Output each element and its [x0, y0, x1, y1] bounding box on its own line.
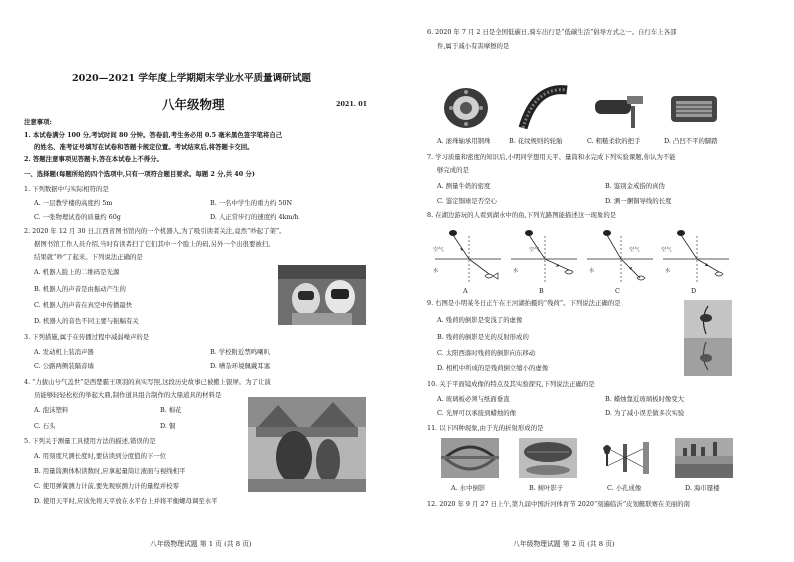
exam-title: 2020—2021 学年度上学期期末学业水平质量调研试题: [72, 73, 312, 84]
q1-option-d: D. 人正常步行的速度约 4km/h: [210, 213, 299, 221]
q11-mirage-photo: [675, 438, 733, 478]
q5-option-b: B. 用量筒测体积读数时,应拿起量筒让液面与视线相平: [34, 467, 186, 475]
q9-option-b: B. 残荷的倒影是光的反射形成的: [437, 333, 529, 341]
q10-option-c: C. 光屏可以承接到蜡烛的像: [437, 409, 517, 417]
q8-diagram-a: [433, 226, 503, 294]
q5-stem: 5. 下列关于测量工具使用方法的描述,错误的是: [24, 437, 156, 445]
q9-option-c: C. 太阳西落时残荷的倒影向东移动: [437, 349, 536, 357]
q4-drama-photo: [248, 397, 366, 492]
footer-page-2: 八年级物理试题 第 2 页 (共 8 页): [513, 540, 615, 548]
q6-option-b: B. 花纹规则的轮胎: [509, 137, 563, 145]
q2-line-1: 2. 2020 年 12 月 30 日,江西省图书馆内的一个机器人,为了吸引读者关注,竟然“吵起了架”。: [24, 227, 286, 235]
q8-b-water-label: 水: [513, 268, 519, 274]
q11-stem: 11. 以下四种现象,由于光的折射形成的是: [427, 424, 544, 432]
section-1-heading: 一、选择题(每题所给的四个选项中,只有一项符合题目要求。每题 2 分,共 40 分): [24, 170, 255, 178]
q6-handle-image: [591, 84, 646, 132]
q7-option-c: C. 鉴定铜球是否空心: [437, 197, 497, 205]
q4-option-a: A. 泡沫塑料: [34, 406, 69, 414]
q8-diagram-b: [509, 226, 579, 294]
q8-d-water-label: 水: [665, 268, 671, 274]
q3-option-c: C. 公路两侧装隔音墙: [34, 362, 94, 370]
q5-option-d: D. 使用天平时,应该先将天平放在水平台上并将平衡螺母调至水平: [34, 497, 218, 505]
q2-option-b: B. 机器人的声音是由振动产生的: [34, 285, 126, 293]
q6-line-1: 6. 2020 年 7 月 2 日是全国低碳日,骑车出行是“低碳生活”倡导方式之一。自行车上各部: [427, 28, 677, 36]
q8-c-label: C: [615, 287, 620, 295]
q10-option-a: A. 玻璃板必须与纸面垂直: [437, 395, 510, 403]
q2-line-2: 据图书馆工作人员介绍,当时有读者扫了它们其中一个脸上的码,另外一个出很要被扫,: [34, 240, 271, 248]
q12-line-1: 12. 2020 年 9 月 27 日上午,第九届中国沂河体育节 2020“刻遍临沂”皮划艇联赛在美丽的南: [427, 500, 691, 508]
q4-option-b: B. 棉花: [160, 406, 182, 414]
q6-bearing-image: [439, 84, 494, 132]
q4-option-c: C. 石头: [34, 422, 56, 430]
q9-option-a: A. 残荷的倒影是变浅了的虚像: [437, 316, 523, 324]
q3-option-b: B. 学校附近禁鸣喇叭: [210, 348, 270, 356]
q8-c-air-label: 空气: [629, 247, 640, 253]
q2-option-a: A. 机器人脸上的二维码是光源: [34, 268, 120, 276]
q11-leaf-shadow-photo: [519, 438, 577, 478]
q11-option-a: A. 水中倒影: [451, 484, 486, 492]
q5-option-a: A. 用刻度尺测长度时,要估读到分度值的下一位: [34, 452, 167, 460]
q4-option-d: D. 铜: [160, 422, 176, 430]
q9-stem: 9. 右图是小明某冬日正午在王河湖拍摄的“残荷”。下列说法正确的是: [427, 299, 621, 307]
exam-page-2: [397, 0, 794, 562]
q2-line-3: 结果就“吵”了起来。下列说法正确的是: [34, 253, 143, 261]
q9-lotus-photo: [684, 300, 732, 376]
q10-option-d: D. 为了减小误差做多次实验: [605, 409, 685, 417]
q1-stem: 1. 下列数据中与实际相符的是: [24, 185, 109, 193]
q6-option-d: D. 凸凹不平的脚踏: [664, 137, 718, 145]
q3-option-a: A. 发动机上装消声器: [34, 348, 94, 356]
q1-option-c: C. 一张物理试卷的质量约 60g: [34, 213, 121, 221]
q2-robot-photo: [278, 265, 366, 325]
exam-subtitle: 八年级物理: [162, 97, 225, 112]
notice-line-3: 2. 答题注意事项见答题卡,答在本试卷上不得分。: [24, 155, 163, 163]
q6-option-a: A. 滚珠轴承用钢珠: [437, 137, 491, 145]
q8-b-label: B: [539, 287, 544, 295]
q2-option-d: D. 机器人的音色不同主要与振幅有关: [34, 317, 139, 325]
q11-pinhole-diagram: [597, 438, 655, 478]
q11-option-b: B. 树叶影子: [529, 484, 564, 492]
q2-option-c: C. 机器人的声音在真空中传播最快: [34, 301, 133, 309]
q7-option-d: D. 测一捆铜导线的长度: [605, 197, 672, 205]
q8-stem: 8. 在湖边游玩的人看到湖水中的鱼,下列光路图能描述这一现象的是: [427, 211, 617, 219]
q10-option-b: B. 蜡烛靠近玻璃板时像变大: [605, 395, 685, 403]
footer-page-1: 八年级物理试题 第 1 页 (共 8 页): [150, 540, 252, 548]
q11-reflection-photo: [441, 438, 499, 478]
q5-option-c: C. 使用弹簧测力计前,要先观察测力计的量程并校零: [34, 482, 179, 490]
q8-a-label: A: [463, 287, 468, 295]
q8-diagram-d: [661, 226, 731, 294]
q9-option-d: D. 相机中所成的是残荷倒立缩小的虚像: [437, 364, 549, 372]
q8-c-water-label: 水: [589, 268, 595, 274]
q6-option-c: C. 粗糙柔软的把手: [587, 137, 641, 145]
q1-option-a: A. 一层教学楼的高度约 5m: [34, 199, 113, 207]
q6-line-2: 件,属于减小有害摩擦的是: [437, 42, 510, 50]
q8-d-air-label: 空气: [661, 247, 672, 253]
q3-stem: 3. 下列措施,属于在传播过程中减弱噪声的是: [24, 333, 150, 341]
q7-option-b: B. 鉴别金戒指的真伪: [605, 182, 665, 190]
q4-line-2: 员能够轻轻松松的举起大鼎,制作道具组合制作的大鼎道具的材料是: [34, 391, 222, 399]
q7-option-a: A. 测量牛奶的密度: [437, 182, 491, 190]
q8-a-water-label: 水: [433, 268, 439, 274]
q3-option-d: D. 嘈杂环境佩戴耳塞: [210, 362, 271, 370]
q7-line-1: 7. 学习质量和密度的知识后,小明同学想用天平、量筒和水完成下列实验课题,你认为不能: [427, 153, 676, 161]
exam-date: 2021. 01: [336, 100, 368, 108]
q1-option-b: B. 一名中学生的重力约 50N: [210, 199, 293, 207]
notice-heading: 注意事项:: [24, 118, 52, 126]
q6-pedal-image: [667, 84, 722, 132]
q11-option-d: D. 海市蜃楼: [685, 484, 720, 492]
q8-b-air-label: 空气: [529, 247, 540, 253]
q8-diagram-c: [585, 226, 655, 294]
q4-line-1: 4. “力拔山兮气盖世”是西楚霸王项羽的真实写照,这段历史故事已被搬上银屏。为了让演: [24, 378, 271, 386]
q6-tire-image: [515, 84, 570, 132]
notice-line-1: 1. 本试卷满分 100 分,考试时间 80 分钟。答卷前,考生务必用 0.5 毫米黑色签字笔将自己: [24, 131, 283, 139]
notice-line-2: 的姓名、准考证号填写在试卷和答题卡规定位置。考试结束后,将答题卡交回。: [34, 143, 254, 151]
q7-line-2: 够完成的是: [437, 166, 469, 174]
q8-d-label: D: [691, 287, 697, 295]
q8-a-air-label: 空气: [433, 247, 444, 253]
q11-option-c: C. 小孔成像: [607, 484, 642, 492]
q10-stem: 10. 关于平面镜成像的特点及其实验探究,下列说法正确的是: [427, 380, 595, 388]
